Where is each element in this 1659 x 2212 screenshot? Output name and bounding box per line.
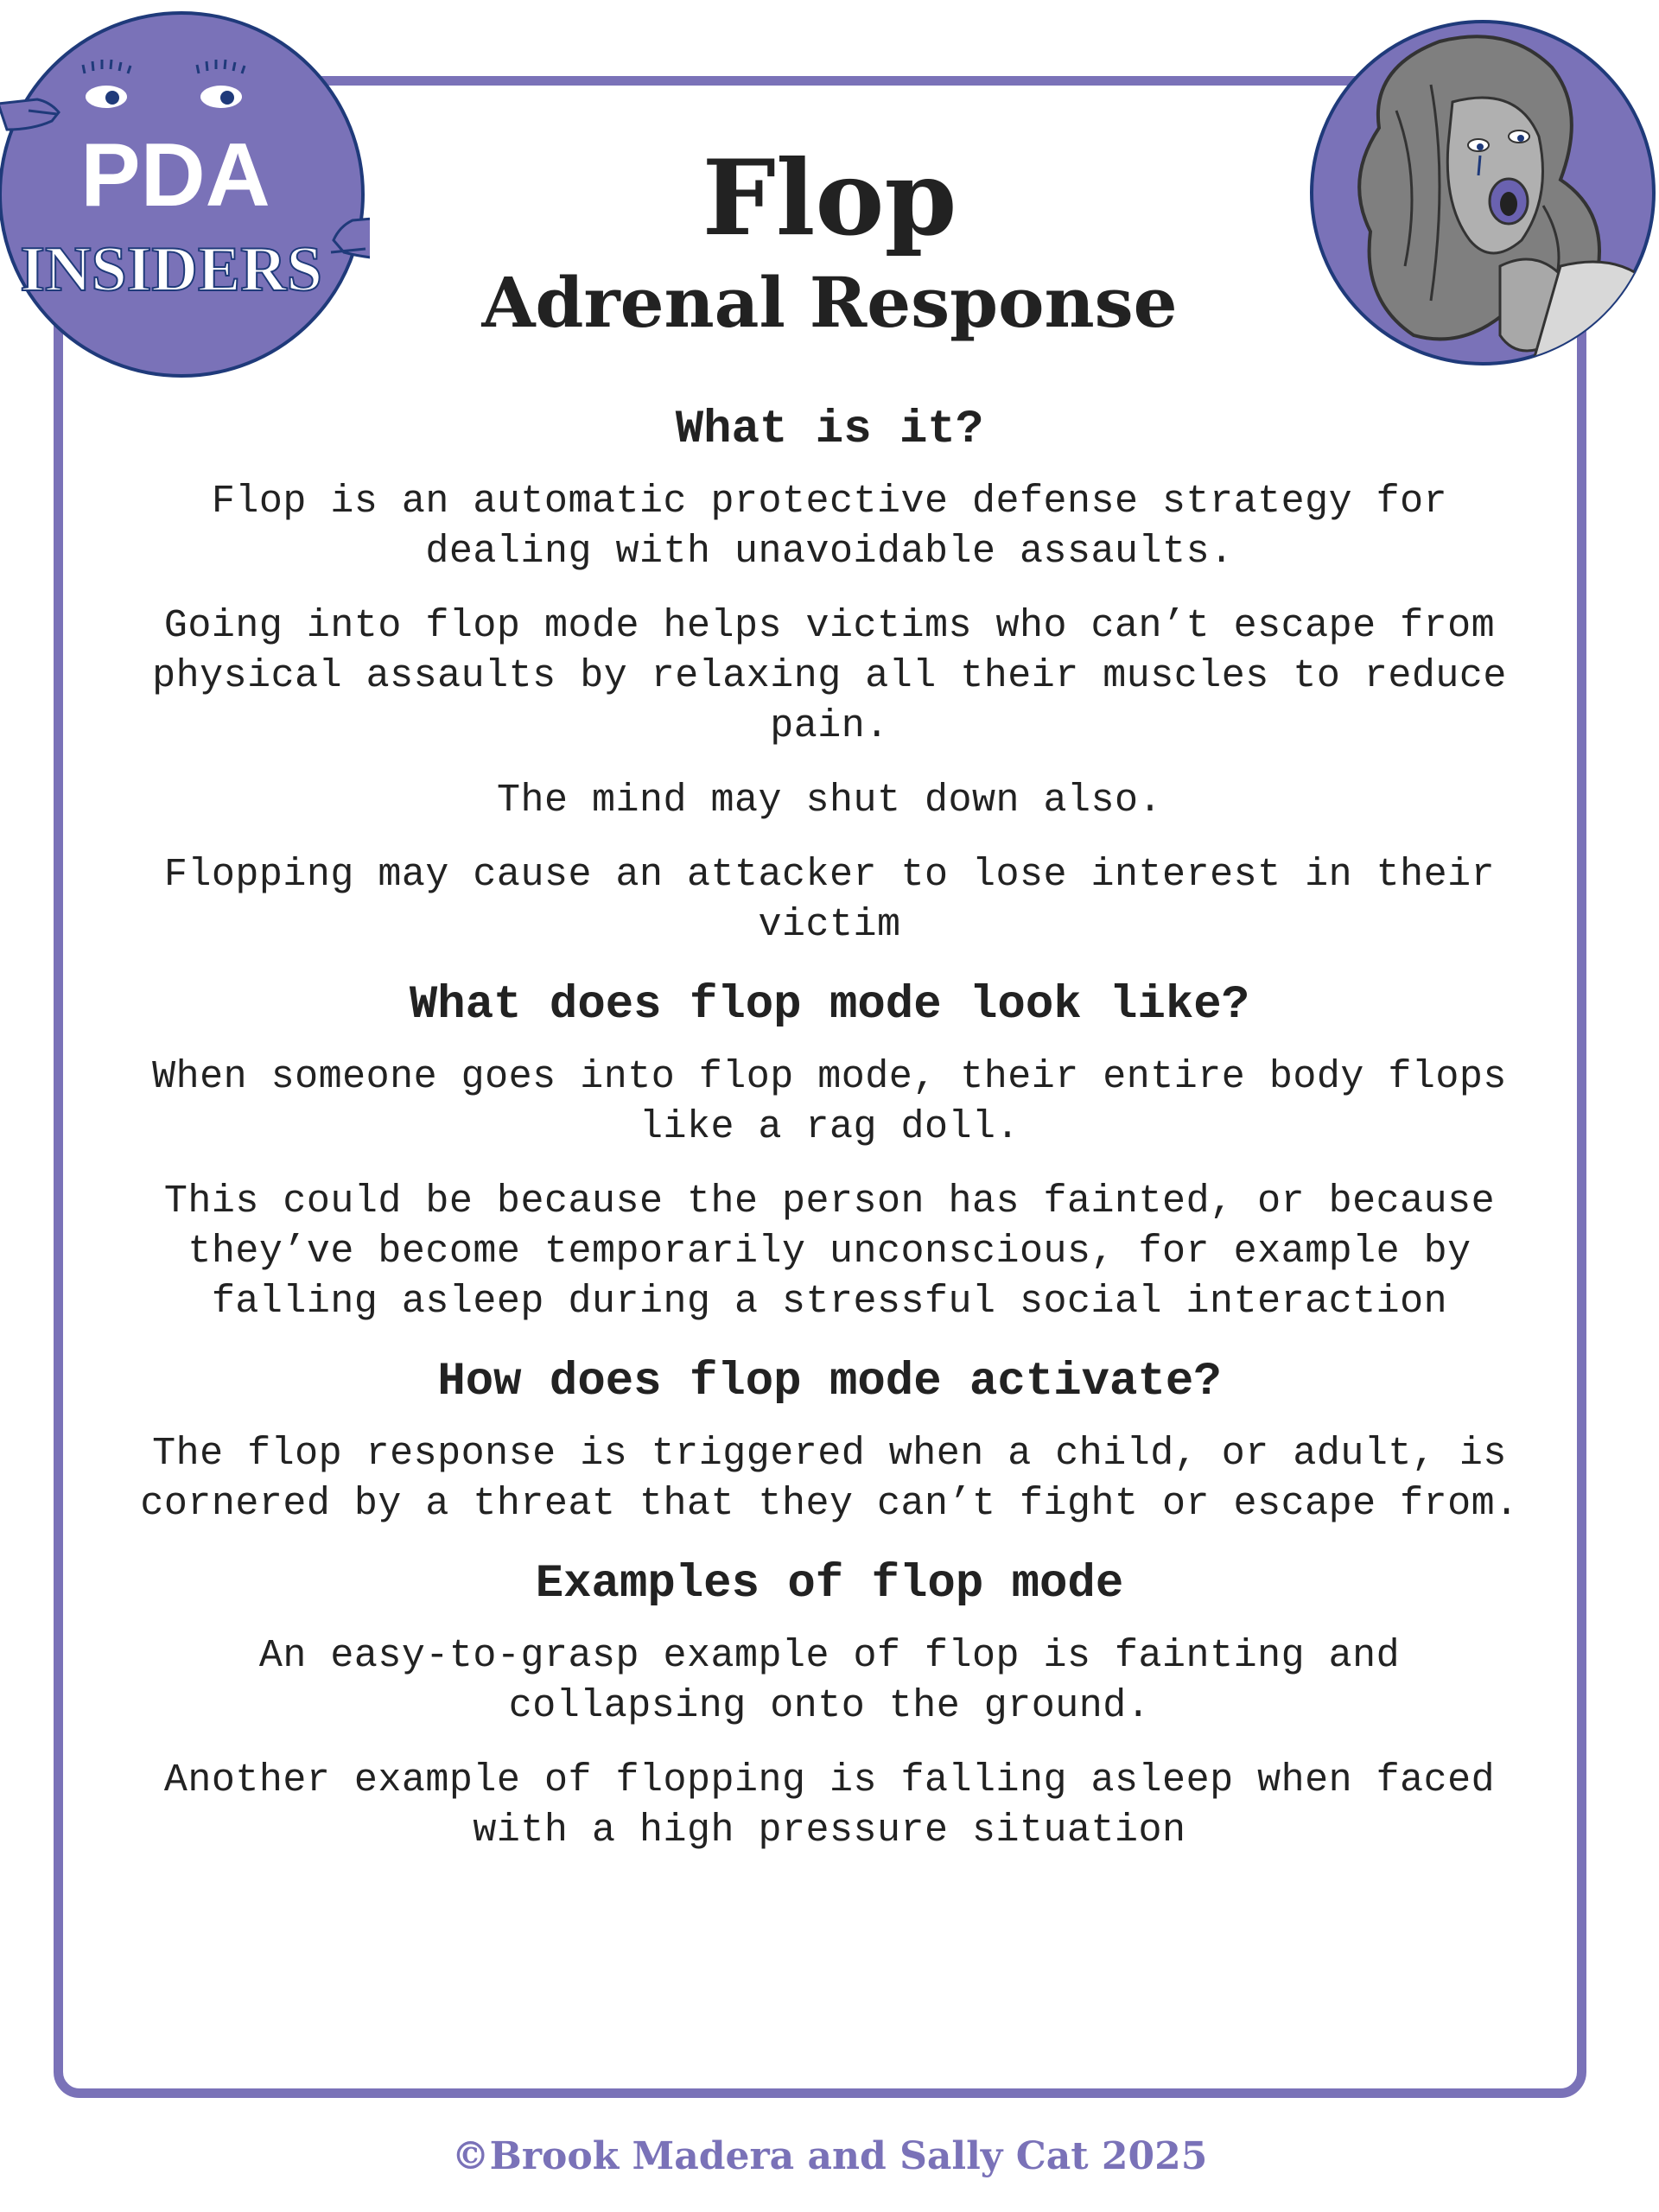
pda-insiders-logo — [0, 0, 370, 397]
logo-insiders: INSIDERS — [20, 234, 322, 305]
section-examples — [130, 1554, 1529, 1856]
section-what-is-it — [130, 399, 1529, 950]
paragraph: This could be because the person has fainted, or because they’ve become temporarily unconscious, for example by falling asleep during a stressful social interaction — [163, 1179, 1496, 1324]
copyright-footer: ©Brook Madera and Sally Cat 2025 — [451, 2134, 1208, 2178]
logo-pda: PDA — [80, 125, 270, 226]
content-body — [130, 389, 1529, 1880]
paragraph: Another example of flopping is falling asleep when faced with a high pressure situation — [163, 1758, 1496, 1853]
paragraph: When someone goes into flop mode, their entire body flops like a rag doll. — [152, 1055, 1507, 1149]
paragraph: Going into flop mode helps victims who can’t escape from physical assaults by relaxing all their muscles to reduce pain. — [152, 604, 1507, 748]
section-heading: What does flop mode look like? — [409, 979, 1250, 1032]
page-title: Flop — [702, 137, 957, 259]
paragraph: The mind may shut down also. — [496, 779, 1163, 823]
section-heading: Examples of flop mode — [535, 1558, 1124, 1611]
paragraph: Flop is an automatic protective defense strategy for dealing with unavoidable assaults. — [211, 480, 1448, 574]
paragraph: An easy-to-grasp example of flop is fainting and collapsing onto the ground. — [258, 1634, 1401, 1728]
flopping-person-portrait — [1301, 7, 1659, 387]
section-heading: What is it? — [675, 404, 984, 456]
paragraph: The flop response is triggered when a child, or adult, is cornered by a threat that they can’t fight or escape from. — [140, 1432, 1519, 1526]
section-heading: How does flop mode activate? — [437, 1356, 1222, 1408]
paragraph: Flopping may cause an attacker to lose interest in their victim — [163, 853, 1496, 947]
page-subtitle: Adrenal Response — [481, 262, 1178, 343]
section-how-does-it-activate — [130, 1351, 1529, 1529]
section-what-does-it-look-like — [130, 975, 1529, 1327]
